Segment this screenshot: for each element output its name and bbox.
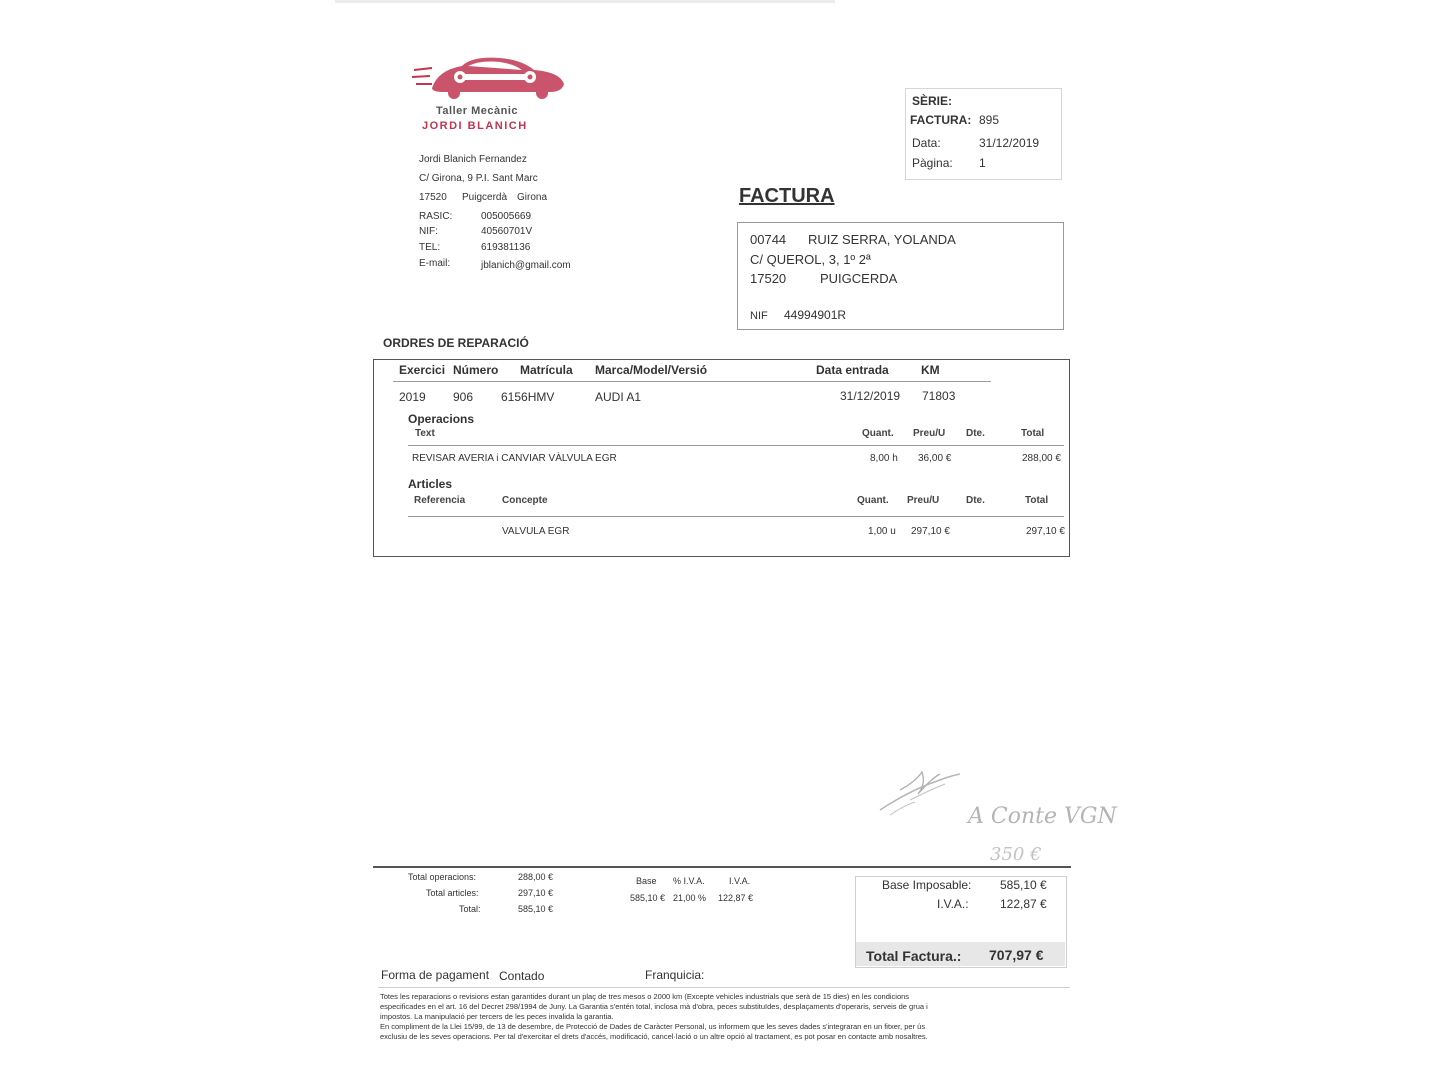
- legal-line-1: Totes les reparacions o revisions estan garantides durant un plaç de tres mesos o 2000 km (Excepte vehicles industrials que serà de 15 dies) en les condicions: [380, 992, 910, 1001]
- base-imposable: 585,10 €: [1000, 878, 1047, 892]
- art-col-dte: Dte.: [966, 495, 985, 506]
- order-data-entrada: 31/12/2019: [840, 389, 901, 403]
- factura-label: FACTURA:: [910, 113, 972, 127]
- op-row-quant: 8,00 h: [870, 453, 898, 464]
- col-km: KM: [921, 363, 940, 377]
- order-marca: AUDI A1: [595, 390, 642, 404]
- orders-header-rule: [393, 381, 991, 382]
- total-articles: 297,10 €: [518, 888, 554, 898]
- iva-value: 122,87 €: [718, 893, 754, 903]
- issuer-rasic-label: RASIC:: [419, 211, 453, 222]
- total-articles-label: Total articles:: [426, 888, 479, 898]
- total-operacions: 288,00 €: [518, 872, 554, 882]
- issuer-tel-label: TEL:: [419, 242, 441, 253]
- issuer-address: C/ Girona, 9 P.I. Sant Marc: [419, 173, 538, 184]
- base-imposable-label: Base Imposable:: [882, 878, 972, 892]
- order-numero: 906: [453, 390, 474, 404]
- operacions-title: Operacions: [408, 412, 475, 426]
- op-row-preu: 36,00 €: [918, 453, 952, 464]
- car-wrench-logo-icon: [410, 52, 570, 102]
- total-value: 585,10 €: [518, 904, 554, 914]
- col-matricula: Matrícula: [520, 363, 573, 377]
- order-exercici: 2019: [399, 390, 426, 404]
- order-km: 71803: [922, 389, 956, 403]
- issuer-rasic: 005005669: [481, 211, 532, 222]
- issuer-name: Jordi Blanich Fernandez: [419, 154, 527, 165]
- data-label: Data:: [912, 136, 941, 150]
- art-col-quant: Quant.: [857, 495, 889, 506]
- op-row-total: 288,00 €: [1022, 453, 1061, 464]
- serie-label: SÈRIE:: [912, 94, 953, 108]
- iva-pct-label: % I.V.A.: [673, 876, 705, 886]
- issuer-city: Puigcerdà: [462, 192, 508, 203]
- art-col-total: Total: [1025, 495, 1049, 506]
- op-col-quant: Quant.: [862, 428, 894, 439]
- base-label: Base: [636, 876, 657, 886]
- client-name: RUIZ SERRA, YOLANDA: [808, 232, 956, 247]
- op-col-text: Text: [415, 428, 435, 439]
- op-col-preu: Preu/U: [913, 428, 946, 439]
- page-top-edge: [335, 0, 835, 3]
- issuer-province: Girona: [517, 192, 548, 203]
- legal-line-5: exclusiu de les seves operacions. Per tal d'exercitar el drets d'accés, modificació, cancel·lació o un altre opció al tractament, es pot posar en contacte amb nosaltres.: [380, 1032, 928, 1041]
- col-marca: Marca/Model/Versió: [595, 363, 708, 377]
- client-city: PUIGCERDA: [820, 271, 898, 286]
- col-numero: Número: [453, 363, 499, 377]
- legal-line-2: especificades en el art. 16 del Decret 298/1994 de Juny. La Garantia s'entén total, inclosa mà d'obra, peces substituïdes, desplaçaments d'operaris, serveis de grua i: [380, 1002, 928, 1011]
- art-col-concepte: Concepte: [502, 495, 548, 506]
- payment-label: Forma de pagament: [381, 968, 490, 982]
- invoice-date: 31/12/2019: [979, 136, 1040, 150]
- op-row-text: REVISAR AVERIA i CANVIAR VÀLVULA EGR: [412, 453, 617, 464]
- base-value: 585,10 €: [630, 893, 666, 903]
- total-label: Total:: [459, 904, 481, 914]
- art-col-preu: Preu/U: [907, 495, 940, 506]
- box-iva-label: I.V.A.:: [937, 897, 969, 911]
- legal-line-4: En compliment de la Llei 15/99, de 13 de desembre, de Protecció de Dades de Caràcter Personal, us informem que les seves dades s'integraran en un fitxer, per ús: [380, 1022, 926, 1031]
- col-data-entrada: Data entrada: [816, 363, 889, 377]
- client-postal-code: 17520: [750, 271, 787, 286]
- op-col-dte: Dte.: [966, 428, 985, 439]
- legal-line-3: impostos. La manipulació per tercers de les peces invalida la garantia.: [380, 1012, 614, 1021]
- page-number: 1: [979, 156, 986, 170]
- handwritten-note-line1: A Conte VGN: [968, 804, 1117, 829]
- handwritten-note-line2: 350 €: [990, 844, 1042, 865]
- total-factura-label: Total Factura.:: [866, 948, 962, 964]
- total-factura: 707,97 €: [989, 947, 1044, 963]
- payment-value: Contado: [499, 969, 545, 983]
- issuer-tel: 619381136: [481, 242, 531, 253]
- client-address: C/ QUEROL, 3, 1º 2ª: [750, 252, 871, 267]
- iva-label: I.V.A.: [729, 876, 751, 886]
- articles-title: Articles: [408, 477, 453, 491]
- art-row-concepte: VALVULA EGR: [502, 526, 570, 537]
- box-iva: 122,87 €: [1000, 897, 1047, 911]
- client-nif-label: NIF: [750, 310, 768, 322]
- art-row-quant: 1,00 u: [868, 526, 896, 537]
- pagina-label: Pàgina:: [912, 156, 953, 170]
- issuer-nif-label: NIF:: [419, 226, 438, 237]
- logo-text-line1: Taller Mecànic: [436, 105, 518, 117]
- art-row-total: 297,10 €: [1026, 526, 1065, 537]
- issuer-email: jblanich@gmail.com: [481, 260, 571, 271]
- art-col-referencia: Referencia: [414, 495, 466, 506]
- orders-section-title: ORDRES DE REPARACIÓ: [383, 336, 529, 350]
- operacions-header-rule: [408, 445, 1064, 446]
- document-title: FACTURA: [739, 185, 835, 207]
- legal-rule: [378, 987, 1070, 988]
- col-exercici: Exercici: [399, 363, 446, 377]
- logo-text-line2: JORDI BLANICH: [422, 120, 528, 132]
- art-row-preu: 297,10 €: [911, 526, 950, 537]
- op-col-total: Total: [1021, 428, 1045, 439]
- footer-rule: [373, 866, 1071, 868]
- articles-header-rule: [408, 516, 1064, 517]
- factura-number: 895: [979, 113, 1000, 127]
- issuer-email-label: E-mail:: [419, 258, 451, 269]
- issuer-postal-code: 17520: [419, 192, 447, 203]
- total-operacions-label: Total operacions:: [408, 872, 477, 882]
- client-code: 00744: [750, 232, 787, 247]
- issuer-nif: 40560701V: [481, 226, 533, 237]
- franquicia-label: Franquicia:: [645, 968, 705, 982]
- iva-pct: 21,00 %: [673, 893, 707, 903]
- order-matricula: 6156HMV: [501, 390, 555, 404]
- client-nif: 44994901R: [784, 308, 847, 322]
